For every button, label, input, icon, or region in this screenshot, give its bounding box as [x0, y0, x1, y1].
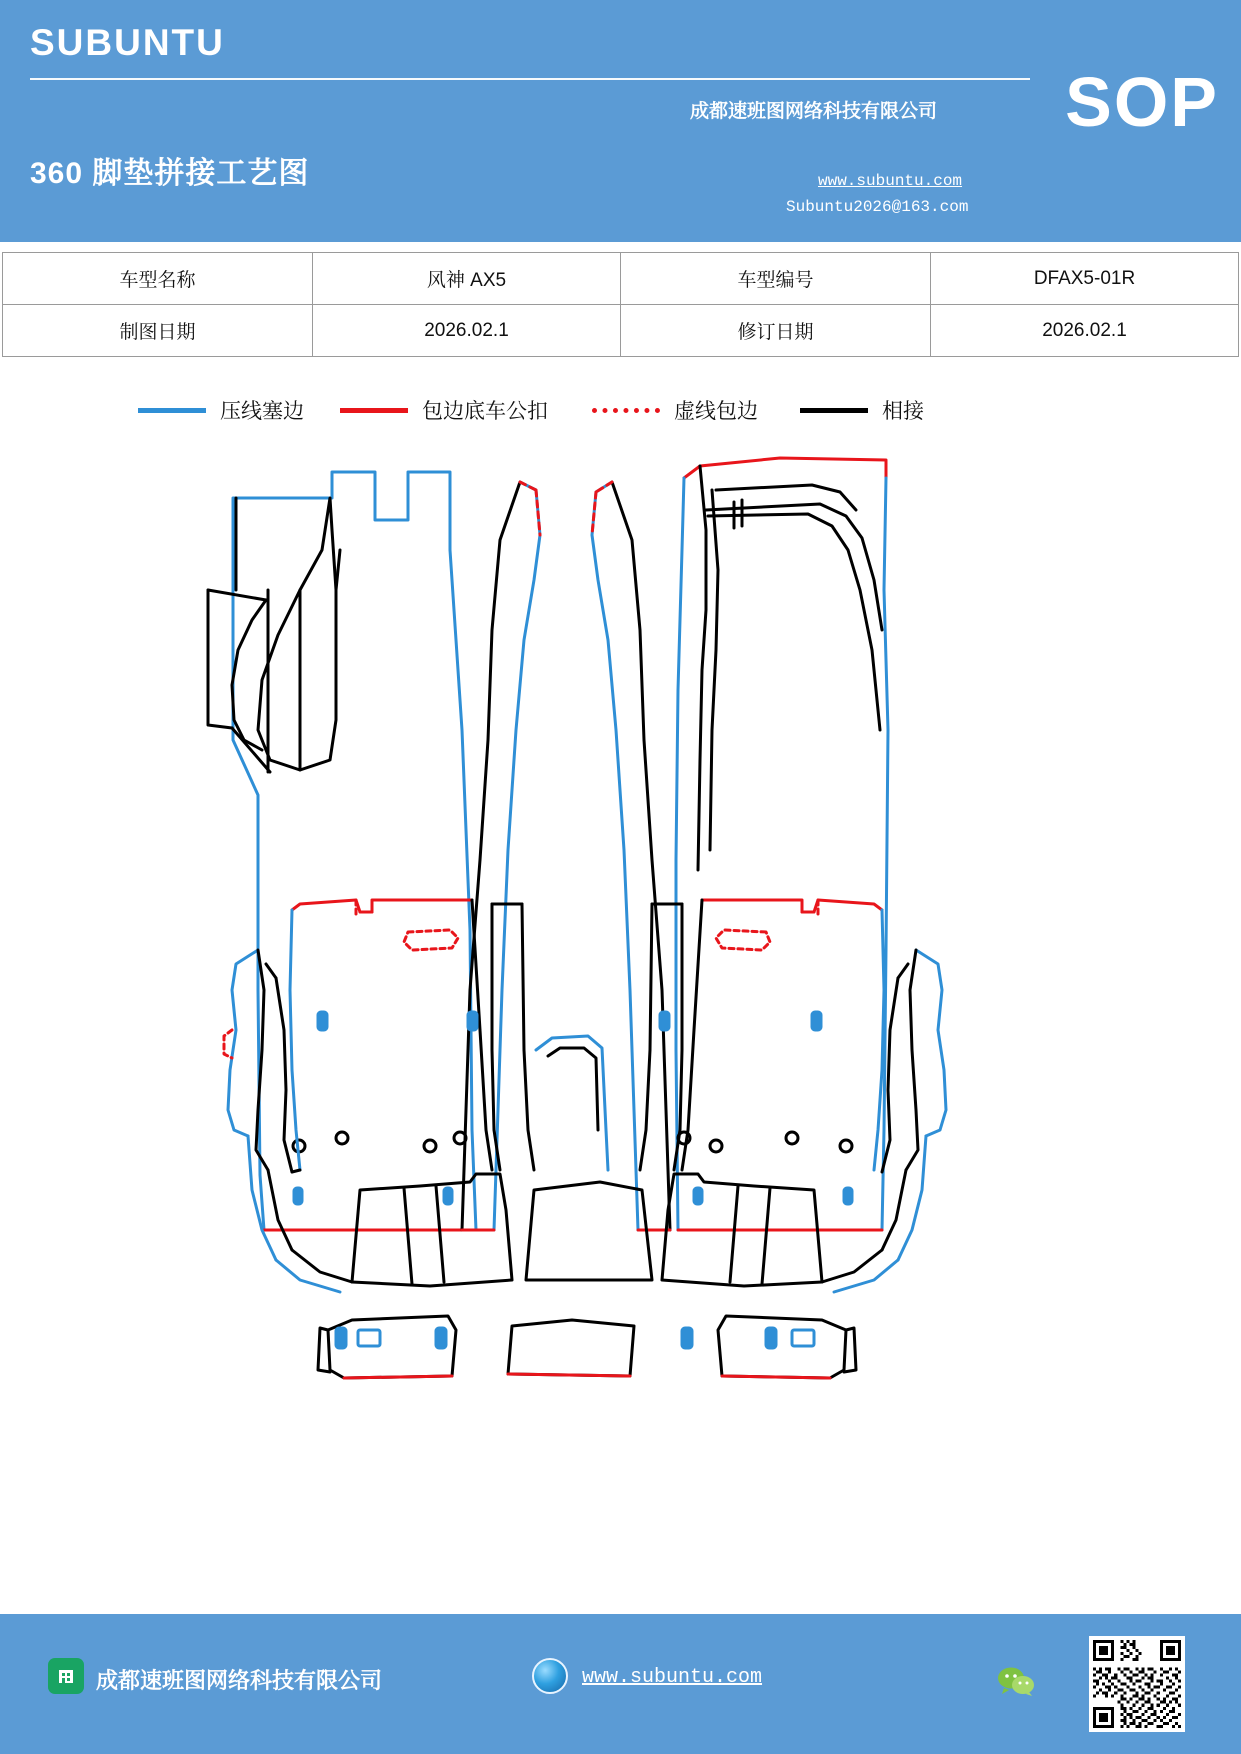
footer-company-name: 成都速班图网络科技有限公司: [96, 1668, 383, 1693]
brand-logo: SUBUNTU: [30, 22, 225, 63]
vehicle-info-table: [2, 252, 1239, 357]
page-title: 360 脚垫拼接工艺图: [30, 157, 310, 190]
value-revision-date: 2026.02.1: [931, 305, 1239, 357]
label-draw-date: 制图日期: [3, 305, 313, 357]
value-model-code: DFAX5-01R: [931, 253, 1239, 305]
value-draw-date: 2026.02.1: [313, 305, 621, 357]
header-divider: [30, 78, 1030, 80]
label-revision-date: 修订日期: [621, 305, 931, 357]
label-model-code: 车型编号: [621, 253, 931, 305]
legend-label-3: 相接: [882, 400, 924, 423]
legend-label-2: 虚线包边: [674, 400, 758, 423]
legend-line-blue-icon: [138, 408, 206, 413]
header-website-link[interactable]: www.subuntu.com: [818, 172, 963, 190]
qr-code: [1089, 1636, 1185, 1732]
globe-icon: [532, 1658, 568, 1694]
header-company-name: 成都速班图网络科技有限公司: [690, 101, 938, 122]
building-icon: [48, 1658, 84, 1694]
front-row-right-mat: [592, 458, 888, 1230]
technical-drawing: [0, 430, 1241, 1500]
legend-line-black-icon: [800, 408, 868, 413]
page-footer: [0, 1614, 1241, 1754]
legend-label-1: 包边底车公扣: [422, 400, 548, 423]
table-row: [3, 305, 1239, 357]
rear-row-mat: [224, 900, 946, 1378]
label-model-name: 车型名称: [3, 253, 313, 305]
legend-item-3: [800, 390, 924, 430]
header-email: Subuntu2026@163.com: [786, 198, 969, 216]
footer-website-link[interactable]: www.subuntu.com: [582, 1666, 763, 1689]
legend-label-0: 压线塞边: [220, 400, 304, 423]
legend-item-2: [592, 390, 758, 430]
drawing-canvas: [0, 430, 1241, 1500]
legend-item-0: [138, 390, 304, 430]
sop-badge: SOP: [1065, 63, 1219, 141]
value-model-name: 风神 AX5: [313, 253, 621, 305]
legend-line-red-icon: [340, 408, 408, 413]
legend-item-1: [340, 390, 548, 430]
legend: [0, 390, 1241, 430]
table-row: [3, 253, 1239, 305]
wechat-icon: [996, 1666, 1036, 1696]
legend-line-dotted-red-icon: [592, 408, 660, 413]
page-header: [0, 0, 1241, 242]
